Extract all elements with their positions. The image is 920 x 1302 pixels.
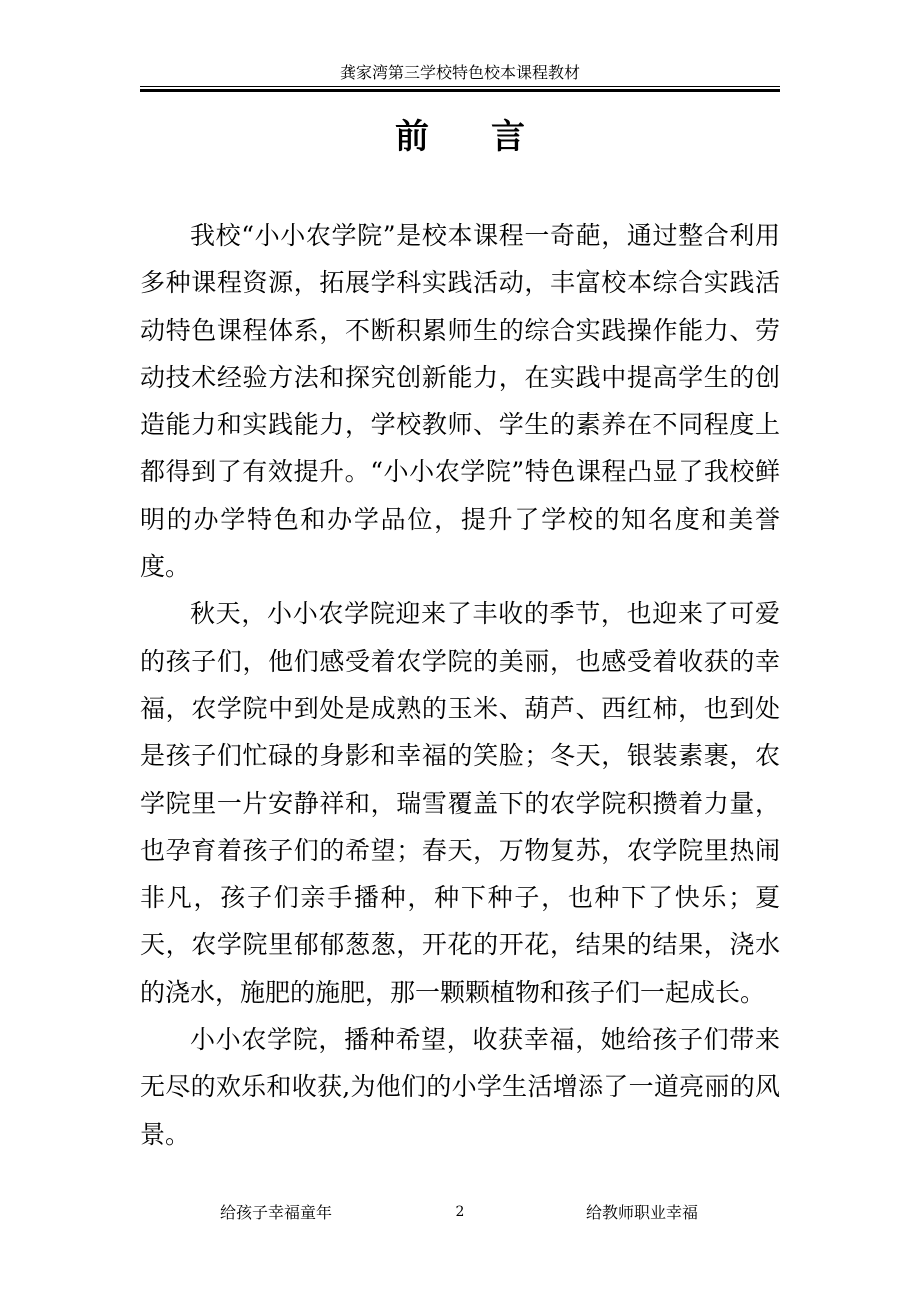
header-rule-thin	[140, 86, 780, 87]
paragraph-2: 秋天，小小农学院迎来了丰收的季节，也迎来了可爱的孩子们，他们感受着农学院的美丽，也感受着收获的幸福，农学院中到处是成熟的玉米、葫芦、西红柿，也到处是孩子们忙碌的身影和幸福的笑脸；冬天，银装素裹，农学院里一片安静祥和，瑞雪覆盖下的农学院积攒着力量，也孕育着孩子们的希望；春天，万物复苏，农学院里热闹非凡，孩子们亲手播种，种下种子，也种下了快乐；夏天，农学院里郁郁葱葱，开花的开花，结果的结果，浇水的浇水，施肥的施肥，那一颗颗植物和孩子们一起成长。	[140, 599, 780, 1007]
paragraph-3: 小小农学院，播种希望，收获幸福，她给孩子们带来无尽的欢乐和收获,为他们的小学生活增添了一道亮丽的风景。	[140, 1025, 780, 1149]
header-rule-thick	[140, 89, 780, 92]
footer-left-slogan: 给孩子幸福童年	[220, 1203, 333, 1222]
running-header: 龚家湾第三学校特色校本课程教材	[339, 63, 580, 82]
body-text	[140, 212, 780, 1158]
footer-right-slogan: 给教师职业幸福	[586, 1203, 699, 1222]
page-title: 前言	[395, 117, 587, 157]
paragraph-1: 我校“小小农学院”是校本课程一奇葩，通过整合利用多种课程资源，拓展学科实践活动，丰富校本综合实践活动特色课程体系，不断积累师生的综合实践操作能力、劳动技术经验方法和探究创新能力，在实践中提高学生的创造能力和实践能力，学校教师、学生的素养在不同程度上都得到了有效提升。“小小农学院”特色课程凸显了我校鲜明的办学特色和办学品位，提升了学校的知名度和美誉度。	[140, 221, 780, 582]
page-number: 2	[455, 1204, 465, 1220]
